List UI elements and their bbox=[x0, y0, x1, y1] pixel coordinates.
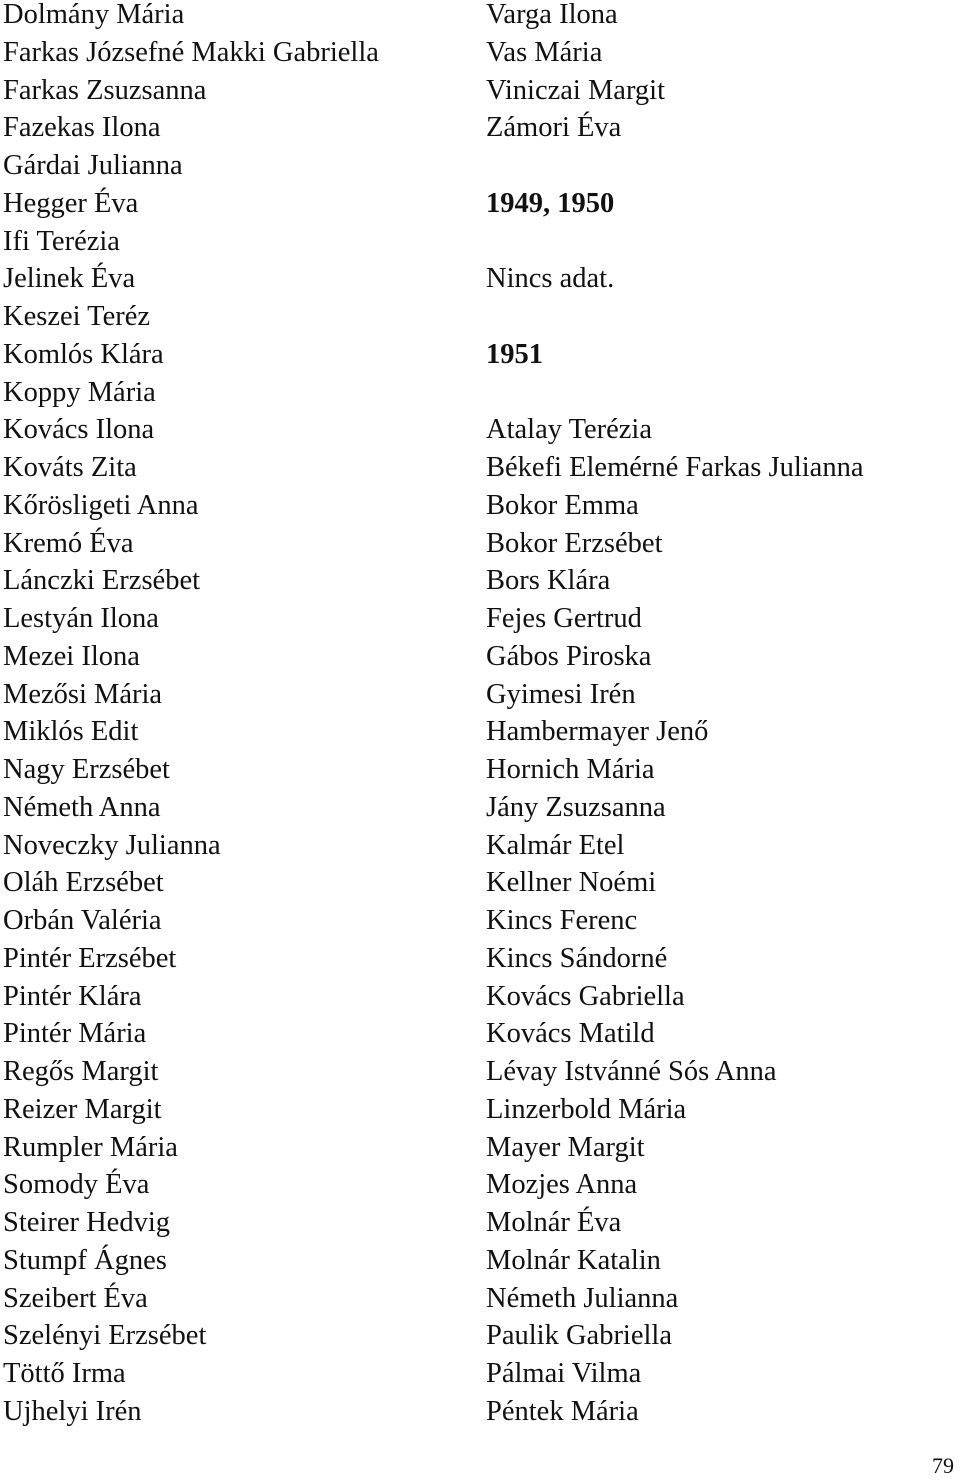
left-name-column bbox=[3, 0, 379, 1435]
name-entry: Lévay Istvánné Sós Anna bbox=[486, 1056, 777, 1087]
name-entry: Mozjes Anna bbox=[486, 1169, 638, 1201]
name-entry: Paulik Gabriella bbox=[486, 1320, 672, 1352]
name-entry: Molnár Éva bbox=[486, 1207, 622, 1238]
name-entry: Zámori Éva bbox=[486, 112, 622, 144]
name-entry: Pálmai Vilma bbox=[486, 1358, 642, 1389]
name-entry: Szeibert Éva bbox=[3, 1282, 148, 1314]
name-entry: Kincs Ferenc bbox=[486, 905, 638, 936]
name-entry: Péntek Mária bbox=[486, 1395, 639, 1427]
name-entry: Gyimesi Irén bbox=[486, 678, 636, 710]
name-entry: Mezősi Mária bbox=[3, 678, 163, 710]
name-entry: Ifi Terézia bbox=[3, 225, 120, 257]
name-entry: Töttő Irma bbox=[3, 1358, 126, 1389]
name-entry: Noveczky Julianna bbox=[3, 829, 221, 861]
name-entry: Farkas Józsefné Makki Gabriella bbox=[3, 36, 379, 68]
name-entry: Stumpf Ágnes bbox=[3, 1244, 167, 1276]
name-entry: Varga Ilona bbox=[486, 0, 618, 30]
name-entry: Miklós Edit bbox=[3, 716, 139, 748]
name-entry: Mayer Margit bbox=[486, 1131, 645, 1163]
blank-line bbox=[486, 151, 864, 189]
name-entry: Gábos Piroska bbox=[486, 640, 652, 672]
blank-line bbox=[486, 302, 864, 340]
name-entry: Linzerbold Mária bbox=[486, 1093, 687, 1125]
name-entry: Steirer Hedvig bbox=[3, 1207, 170, 1238]
name-entry: Kovács Ilona bbox=[3, 414, 155, 446]
name-entry: Hornich Mária bbox=[486, 754, 655, 785]
name-entry: Vas Mária bbox=[486, 36, 603, 68]
name-entry: Lánczki Erzsébet bbox=[3, 565, 201, 597]
name-entry: Bors Klára bbox=[486, 565, 611, 597]
name-entry: Dolmány Mária bbox=[3, 0, 185, 30]
name-entry: Hambermayer Jenő bbox=[486, 716, 709, 748]
name-entry: Kovács Gabriella bbox=[486, 980, 685, 1012]
blank-line bbox=[486, 227, 864, 265]
name-entry: Orbán Valéria bbox=[3, 905, 162, 936]
name-entry: Bokor Erzsébet bbox=[486, 527, 663, 559]
name-entry: Nincs adat. bbox=[486, 263, 615, 295]
name-entry: Kalmár Etel bbox=[486, 829, 625, 861]
page-number: 79 bbox=[932, 1453, 954, 1478]
name-entry: Gárdai Julianna bbox=[3, 150, 183, 181]
name-entry: Lestyán Ilona bbox=[3, 603, 159, 634]
name-entry: Hegger Éva bbox=[3, 187, 139, 219]
name-entry: Békefi Elemérné Farkas Julianna bbox=[486, 452, 864, 483]
name-entry: Farkas Zsuzsanna bbox=[3, 74, 207, 106]
name-entry: Jelinek Éva bbox=[3, 263, 136, 295]
name-entry: Mezei Ilona bbox=[3, 640, 140, 672]
name-entry: Pintér Mária bbox=[3, 1018, 147, 1050]
name-entry: Kellner Noémi bbox=[486, 867, 657, 899]
name-entry: Ujhelyi Irén bbox=[3, 1395, 142, 1427]
name-entry: Pintér Klára bbox=[3, 980, 142, 1012]
name-entry: Fazekas Ilona bbox=[3, 112, 161, 144]
name-entry: Atalay Terézia bbox=[486, 414, 653, 446]
name-entry: Jány Zsuzsanna bbox=[486, 791, 666, 823]
name-entry: Rumpler Mária bbox=[3, 1131, 178, 1163]
name-entry: Pintér Erzsébet bbox=[3, 942, 177, 974]
name-entry: Németh Julianna bbox=[486, 1282, 679, 1314]
name-entry: Nagy Erzsébet bbox=[3, 754, 170, 785]
name-entry: Viniczai Margit bbox=[486, 74, 666, 106]
name-entry: Molnár Katalin bbox=[486, 1244, 661, 1276]
name-entry: Keszei Teréz bbox=[3, 301, 151, 332]
name-entry: Oláh Erzsébet bbox=[3, 867, 164, 899]
name-entry: Reizer Margit bbox=[3, 1093, 162, 1125]
name-entry: Kincs Sándorné bbox=[486, 942, 668, 974]
name-entry: Bokor Emma bbox=[486, 489, 639, 521]
name-entry: Szelényi Erzsébet bbox=[3, 1320, 207, 1352]
name-entry: Kovács Matild bbox=[486, 1018, 655, 1050]
year-heading: 1949, 1950 bbox=[486, 187, 615, 219]
name-entry: Kremó Éva bbox=[3, 527, 134, 559]
name-entry: Regős Margit bbox=[3, 1056, 159, 1087]
year-heading: 1951 bbox=[486, 338, 543, 370]
name-entry: Kőrösligeti Anna bbox=[3, 489, 199, 521]
name-entry: Koppy Mária bbox=[3, 376, 156, 408]
name-entry: Komlós Klára bbox=[3, 338, 164, 370]
blank-line bbox=[486, 378, 864, 416]
name-entry: Somody Éva bbox=[3, 1169, 150, 1201]
name-entry: Németh Anna bbox=[3, 791, 161, 823]
right-name-column bbox=[486, 0, 864, 1435]
name-entry: Fejes Gertrud bbox=[486, 603, 642, 634]
name-entry: Kováts Zita bbox=[3, 452, 137, 483]
